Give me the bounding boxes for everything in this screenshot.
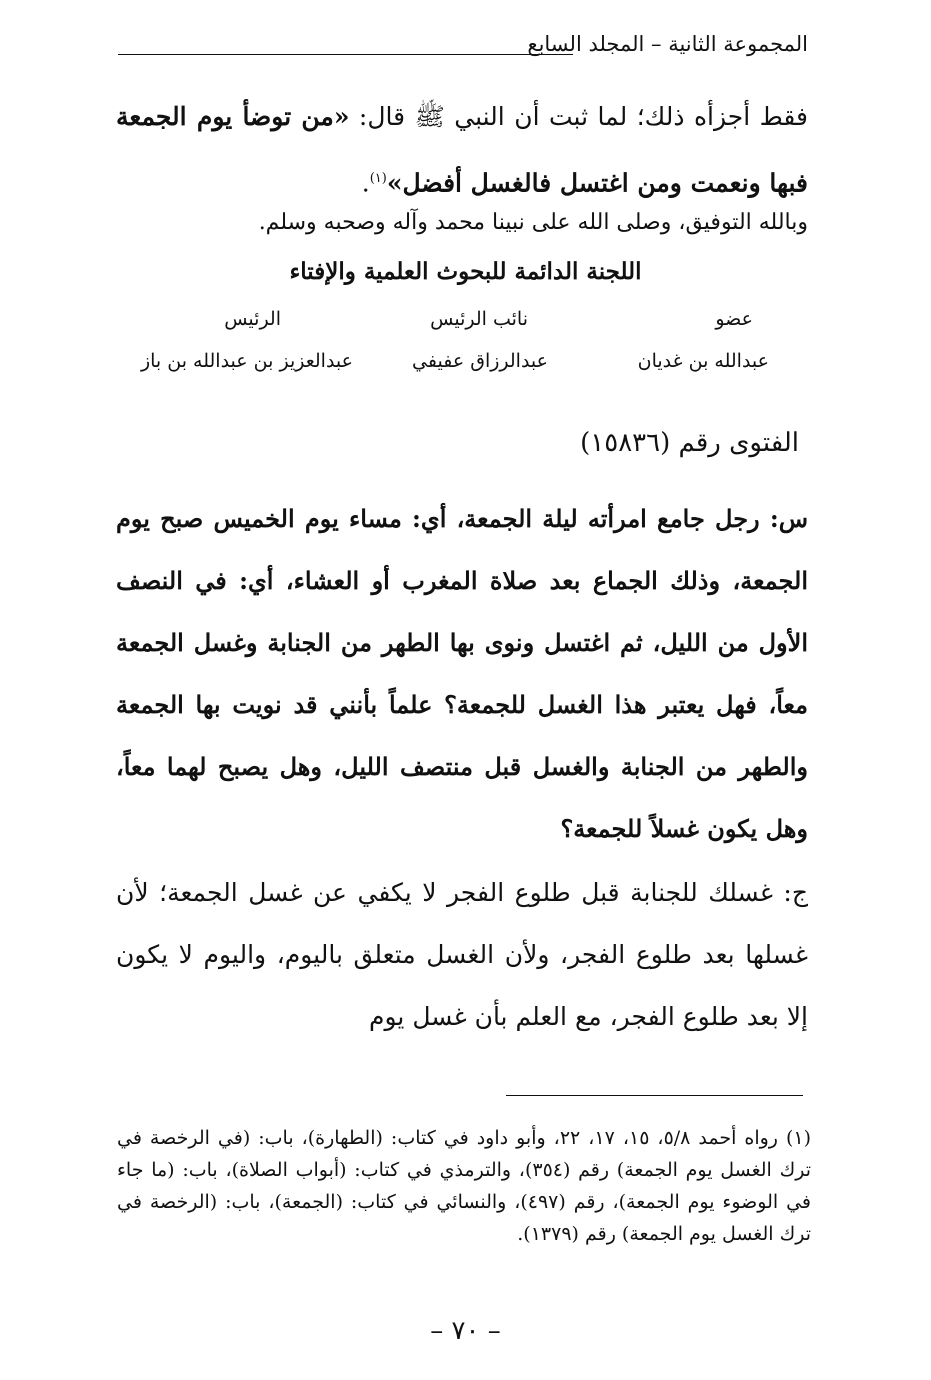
closing-formula: وبالله التوفيق، وصلى الله على نبينا محمد وآله وصحبه وسلم. <box>258 210 808 235</box>
fatwa-number: الفتوى رقم (١٥٨٣٦) <box>580 428 799 458</box>
footnote: (١) رواه أحمد ٥/٨، ١٥، ١٧، ٢٢، وأبو داود في كتاب: (الطهارة)، باب: (في الرخصة في ترك الغسل يوم الجمعة) رقم (٣٥٤)، والترمذي في كتاب: (أبواب الصلاة)، باب: (ما جاء في الوضوء يوم الجمعة)، رقم (٤٩٧)، والنسائي في كتاب: (الجمعة)، باب: (الرخصة في ترك الغسل يوم الجمعة) رقم (١٣٧٩). <box>117 1127 812 1245</box>
footnote-separator <box>506 1095 803 1096</box>
signature-role-vice-president: نائب الرئيس <box>430 308 528 330</box>
opening-lead: فقط أجزأه ذلك؛ لما ثبت أن النبي ﷺ قال: <box>349 102 808 131</box>
signature-role-member: عضو <box>715 308 753 330</box>
running-header <box>118 32 808 64</box>
hadith-quote: «من توضأ يوم الجمعة فبها ونعمت ومن اغتسل فالغسل أفضل» <box>116 102 808 198</box>
question-paragraph: س: رجل جامع امرأته ليلة الجمعة، أي: مساء يوم الخميس صبح يوم الجمعة، وذلك الجماع بعد صلاة المغرب أو العشاء، أي: في النصف الأول من الليل، ثم اغتسل ونوى بها الطهر من الجنابة وغسل الجمعة معاً، فهل يعتبر هذا الغسل للجمعة؟ علماً بأنني قد نويت بها الجمعة والطهر من الجنابة والغسل قبل منتصف الليل، وهل يصبح لهما معاً، وهل يكون غسلاً للجمعة؟ <box>116 504 808 843</box>
signature-name-member: عبدالله بن غديان <box>637 350 769 372</box>
answer-paragraph: ج: غسلك للجنابة قبل طلوع الفجر لا يكفي عن غسل الجمعة؛ لأن غسلها بعد طلوع الفجر، ولأن الغسل متعلق باليوم، واليوم لا يكون إلا بعد طلوع الفجر، مع العلم بأن غسل يوم <box>116 878 808 1031</box>
footnote-reference: (١) <box>369 171 387 186</box>
signature-name-vice-president: عبدالرزاق عفيفي <box>412 350 548 372</box>
signature-name-president: عبدالعزيز بن عبدالله بن باز <box>140 350 353 372</box>
header-rule <box>118 54 573 55</box>
page-number: – ٧٠ – <box>430 1316 501 1346</box>
opening-paragraph <box>116 86 808 214</box>
committee-title: اللجنة الدائمة للبحوث العلمية والإفتاء <box>289 258 642 285</box>
signature-role-president: الرئيس <box>224 308 281 330</box>
header-title: المجموعة الثانية – المجلد السابع <box>527 32 808 56</box>
opening-end: . <box>361 168 370 198</box>
